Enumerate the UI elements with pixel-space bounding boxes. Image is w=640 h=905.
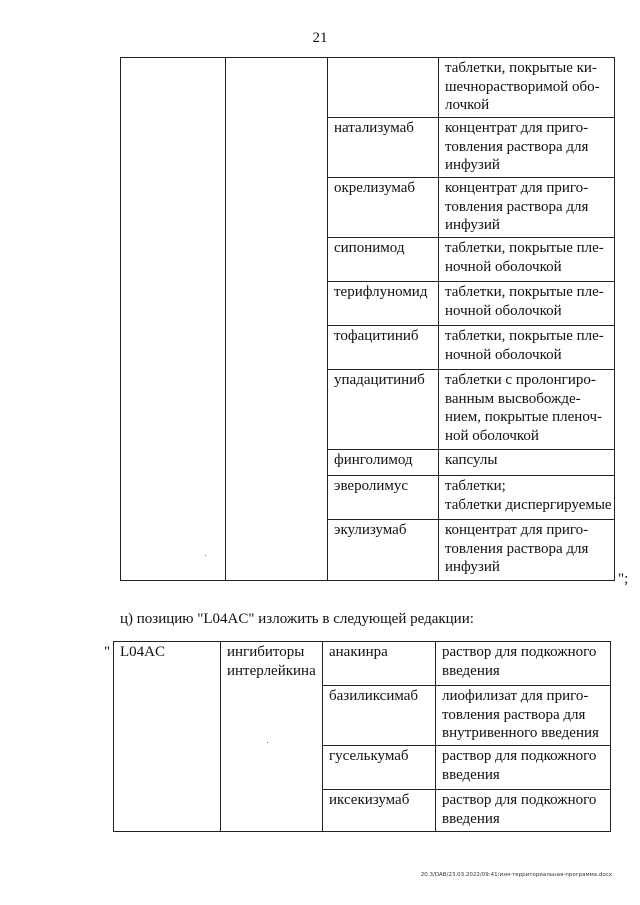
text-line: таблетки, покрытые ки- [445,60,597,76]
text-line: инфузий [445,157,500,173]
text-line: раствор для подкожного [442,748,597,764]
text-line: инфузий [445,559,500,575]
dosage-form-cell [439,520,615,581]
text-line: таблетки диспергируемые [445,496,612,513]
opening-quote: " [104,644,111,660]
drug-name-cell: упадацитиниб [328,370,439,450]
drug-name-cell: гуселькумаб [323,746,436,790]
text-line: ингибиторы [227,644,305,660]
text-line: таблетки, покрытые пле- [445,328,604,344]
drug-name-cell: терифлуномид [328,282,439,326]
closing-quote: "; [618,571,629,587]
drug-table-l04ac [113,641,611,832]
pharmacological-group-cell [221,642,323,832]
dosage-form-cell [439,370,615,450]
text-line: ночной оболочкой [445,346,562,363]
dosage-form-cell [439,282,615,326]
dosage-form-cell [439,450,615,476]
drug-name-cell [328,58,439,118]
drug-name-cell: тофацитиниб [328,326,439,370]
text-line: ной оболочкой [445,427,539,444]
dosage-form-cell [436,790,611,832]
table-row [121,58,615,118]
text-line: концентрат для приго- [445,522,589,538]
text-line: нием, покрытые пленоч- [445,409,602,425]
page-number: 21 [312,30,328,46]
drug-name-cell: окрелизумаб [328,178,439,238]
text-line: товления раствора для [445,540,589,557]
text-line: концентрат для приго- [445,120,589,136]
text-line: введения [442,766,500,783]
drug-name-cell: эверолимус [328,476,439,520]
drug-name-cell: экулизумаб [328,520,439,581]
text-line: товления раствора для [442,706,586,723]
text-line: таблетки с пролонгиро- [445,372,596,388]
dosage-form-cell [436,642,611,686]
text-line: введения [442,662,500,679]
text-line: лочкой [445,97,490,113]
dosage-form-cell [439,118,615,178]
drug-name-cell: анакинра [323,642,436,686]
text-line: ночной оболочкой [445,258,562,275]
group-cell [226,58,328,581]
drug-table-continuation [120,57,615,581]
text-line: интерлейкина [227,662,316,679]
text-line: раствор для подкожного [442,792,597,808]
dosage-form-cell [439,326,615,370]
text-line: раствор для подкожного [442,644,597,660]
text-line: таблетки, покрытые пле- [445,240,604,256]
drug-name-cell: финголимод [328,450,439,476]
dosage-form-cell [439,238,615,282]
drug-name-cell: базиликсимаб [323,686,436,746]
drug-name-cell: иксекизумаб [323,790,436,832]
document-footer-stamp: 20.3/DAB/23.03.2022/09:41/изм-территориальная-программа.docx [420,872,612,878]
text-line: лиофилизат для приго- [442,688,589,704]
drug-name-cell: натализумаб [328,118,439,178]
dosage-form-cell [439,58,615,118]
dosage-form-cell [436,746,611,790]
dosage-form-cell [439,476,615,520]
text-line: таблетки, покрытые пле- [445,284,604,300]
scan-speck [267,742,268,743]
drug-name-cell: сипонимод [328,238,439,282]
dosage-form-cell [436,686,611,746]
text-line: шечнорастворимой обо- [445,78,600,95]
text-line: товления раствора для [445,138,589,155]
scan-speck [205,555,206,556]
text-line: ванным высвобожде- [445,390,581,407]
text-line: введения [442,810,500,827]
code-cell [121,58,226,581]
text-line: товления раствора для [445,198,589,215]
text-line: инфузий [445,217,500,233]
atc-code-cell: L04AC [114,642,221,832]
text-line: концентрат для приго- [445,180,589,196]
text-line: ночной оболочкой [445,302,562,319]
amendment-instruction: ц) позицию "L04AC" изложить в следующей редакции: [120,611,474,627]
dosage-form-cell [439,178,615,238]
text-line: внутривенного введения [442,725,599,741]
text-line: капсулы [445,452,498,468]
text-line: таблетки; [445,478,506,494]
table-row [114,642,611,686]
